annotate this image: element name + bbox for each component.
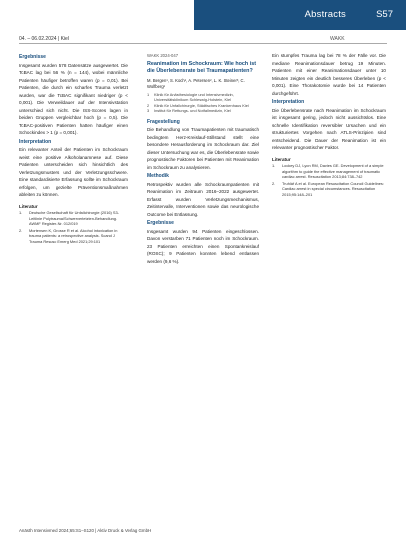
interpretation-heading: Interpretation bbox=[272, 99, 305, 105]
running-head-left: 04. – 06.02.2024 | Kiel bbox=[19, 36, 69, 42]
affiliation-number: 1 bbox=[147, 91, 150, 97]
affiliation-text: Klinik für Unfallchirurgie, Städtisches Krankenhaus Kiel bbox=[154, 102, 249, 108]
results-text: Insgesamt wurden 578 Datensätze ausgewertet. Die TcBAC lag bei 56 % (n = 144), wobei männliche Patienten häufiger betroffen waren (p = 0,01). Bei Patienten, die durch ein scharfes Trauma verletzt wurden, war die TcBAC signifikant niedriger (p < 0,001). Die Verweildauer auf der Intensivstation unterschied sich nicht. Die ISS-Scores lagen in beiden Gruppen vergleichbar hoch (p = 0,5). Die TcBAC-positiven Patienten hatten häufiger einen Schockindex > 1 (p = 0,001). bbox=[19, 62, 128, 135]
abstract-number: WAKK 2024-047 bbox=[147, 53, 179, 58]
results-heading: Ergebnisse bbox=[19, 54, 46, 60]
reference-text: Lockey DJ, Lyon RM, Davies GE. Development of a simple algorithm to guide the effective management of traumatic cardiac arrest. Resuscitation 2013;84:738–742 bbox=[282, 163, 384, 180]
affiliation-item bbox=[147, 92, 259, 103]
reference-text: Truhlář A et al. European Resuscitation Council Guidelines: Cardiac arrest in special circumstances. Resuscitation 2015;95:148–201 bbox=[282, 180, 384, 197]
results-text: Insgesamt wurden 94 Patienten eingeschlossen. Davon verstarben 71 Patienten noch im Schockraum. 23 Patienten erreichten einen Spontankreislauf (ROSC); 9 Patienten konnten lebend entlassen werden (9,6 %). bbox=[147, 228, 259, 264]
reference-item bbox=[272, 181, 386, 198]
literature-heading: Literatur bbox=[272, 156, 291, 162]
reference-item bbox=[19, 228, 128, 245]
header-banner bbox=[194, 0, 406, 30]
affiliation-text: Institut für Rettungs- und Notfallmedizin, Kiel bbox=[154, 108, 231, 114]
abstract-title: Reanimation im Schockraum: Wie hoch ist die Überlebensrate bei Traumapatienten? bbox=[147, 60, 256, 74]
page-footer: Anästh Intensivmed 2024;65:S1–S120 | Aktiv Druck & Verlag GmbH bbox=[19, 528, 152, 533]
author-list: M. Bergen¹, S. Koch¹, A. Petersen², L. K. Steiner³, C. Wolfberg¹ bbox=[147, 77, 245, 89]
reference-number: 2. bbox=[272, 180, 276, 186]
reference-list bbox=[19, 210, 128, 245]
column-left bbox=[19, 52, 128, 522]
question-text: Die Behandlung von Traumapatienten mit traumatisch bedingtem Herz-Kreislauf-Stillstand stellt eine besondere Herausforderung im Schockraum dar. Ziel dieser Untersuchung war es, die Überlebensrate sowie prognostische Faktoren bei Patienten mit Reanimation im Schockraum zu analysieren. bbox=[147, 127, 259, 170]
results-text-continued: Ein stumpfes Trauma lag bei 78 % der Fälle vor. Die mediane Reanimationsdauer betrug 19 Minuten. Patienten mit einer Reanimationsdauer unter 10 Minuten zeigten ein deutlich besseres Überleben (p < 0,001). Eine Thorakotomie wurde bei 14 Patienten durchgeführt. bbox=[272, 53, 386, 96]
reference-number: 2. bbox=[19, 227, 23, 233]
affiliation-list bbox=[147, 92, 259, 114]
results-heading: Ergebnisse bbox=[147, 220, 174, 227]
methods-text: Retrospektiv wurden alle Schockraumpatienten mit Reanimation im Zeitraum 2016–2022 ausgewertet. Erfasst wurden Verletzungsmechanismus, Zeitintervalle, Interventionen sowie das neurologische Outcome bei Entlassung. bbox=[147, 181, 259, 217]
page-number: S57 bbox=[376, 9, 393, 20]
interpretation-text: Ein relevanter Anteil der Patienten im Schockraum weist eine positive Alkoholanamnese auf. Diese Patienten unterscheiden sich hinsichtlich des Verletzungsmusters und der Verletzungsschwere. Eine standardisierte Erfassung sollte im Schockraum erfolgen, um gezielte Präventionsmaßnahmen ableiten zu können. bbox=[19, 147, 128, 197]
reference-text: Mortensen K, Grosse R et al. Alcohol intoxication in trauma patients: a retrospective analysis. Scand J Trauma Resusc Emerg Med 2021;29:101 bbox=[29, 227, 118, 244]
reference-item bbox=[19, 210, 128, 227]
interpretation-text: Die Überlebensrate nach Reanimation im Schockraum ist insgesamt gering, jedoch nicht aussichtslos. Eine schnelle Identifikation reversibler Ursachen und ein strukturiertes Vorgehen nach ATLS-Prinzipien sind entscheidend. Die Dauer der Reanimation ist ein relevanter prognostischer Faktor. bbox=[272, 107, 386, 150]
affiliation-text: Klinik für Anästhesiologie und Intensivmedizin, Universitätsklinikum Schleswig-Holstein, Kiel bbox=[154, 91, 234, 103]
literature-heading: Literatur bbox=[19, 203, 38, 209]
reference-text: Deutsche Gesellschaft für Unfallchirurgie (2016) S3-Leitlinie Polytrauma/Schwerverletzten-Behandlung. AWMF Register-Nr. 012/019 bbox=[29, 210, 119, 227]
running-head-right: WAKK bbox=[330, 36, 345, 42]
reference-number: 1. bbox=[272, 163, 276, 168]
interpretation-heading: Interpretation bbox=[19, 138, 52, 145]
header-rule bbox=[19, 43, 387, 44]
section-title: Abstracts bbox=[304, 9, 346, 20]
reference-item bbox=[272, 163, 386, 180]
reference-number: 1. bbox=[19, 210, 23, 215]
affiliation-item bbox=[147, 108, 259, 114]
reference-list bbox=[272, 163, 386, 198]
question-heading: Fragestellung bbox=[147, 118, 180, 125]
affiliation-number: 2 bbox=[147, 102, 150, 108]
methods-heading: Methodik bbox=[147, 173, 169, 180]
column-right bbox=[272, 52, 386, 522]
column-middle bbox=[147, 52, 259, 522]
affiliation-number: 3 bbox=[147, 108, 150, 114]
